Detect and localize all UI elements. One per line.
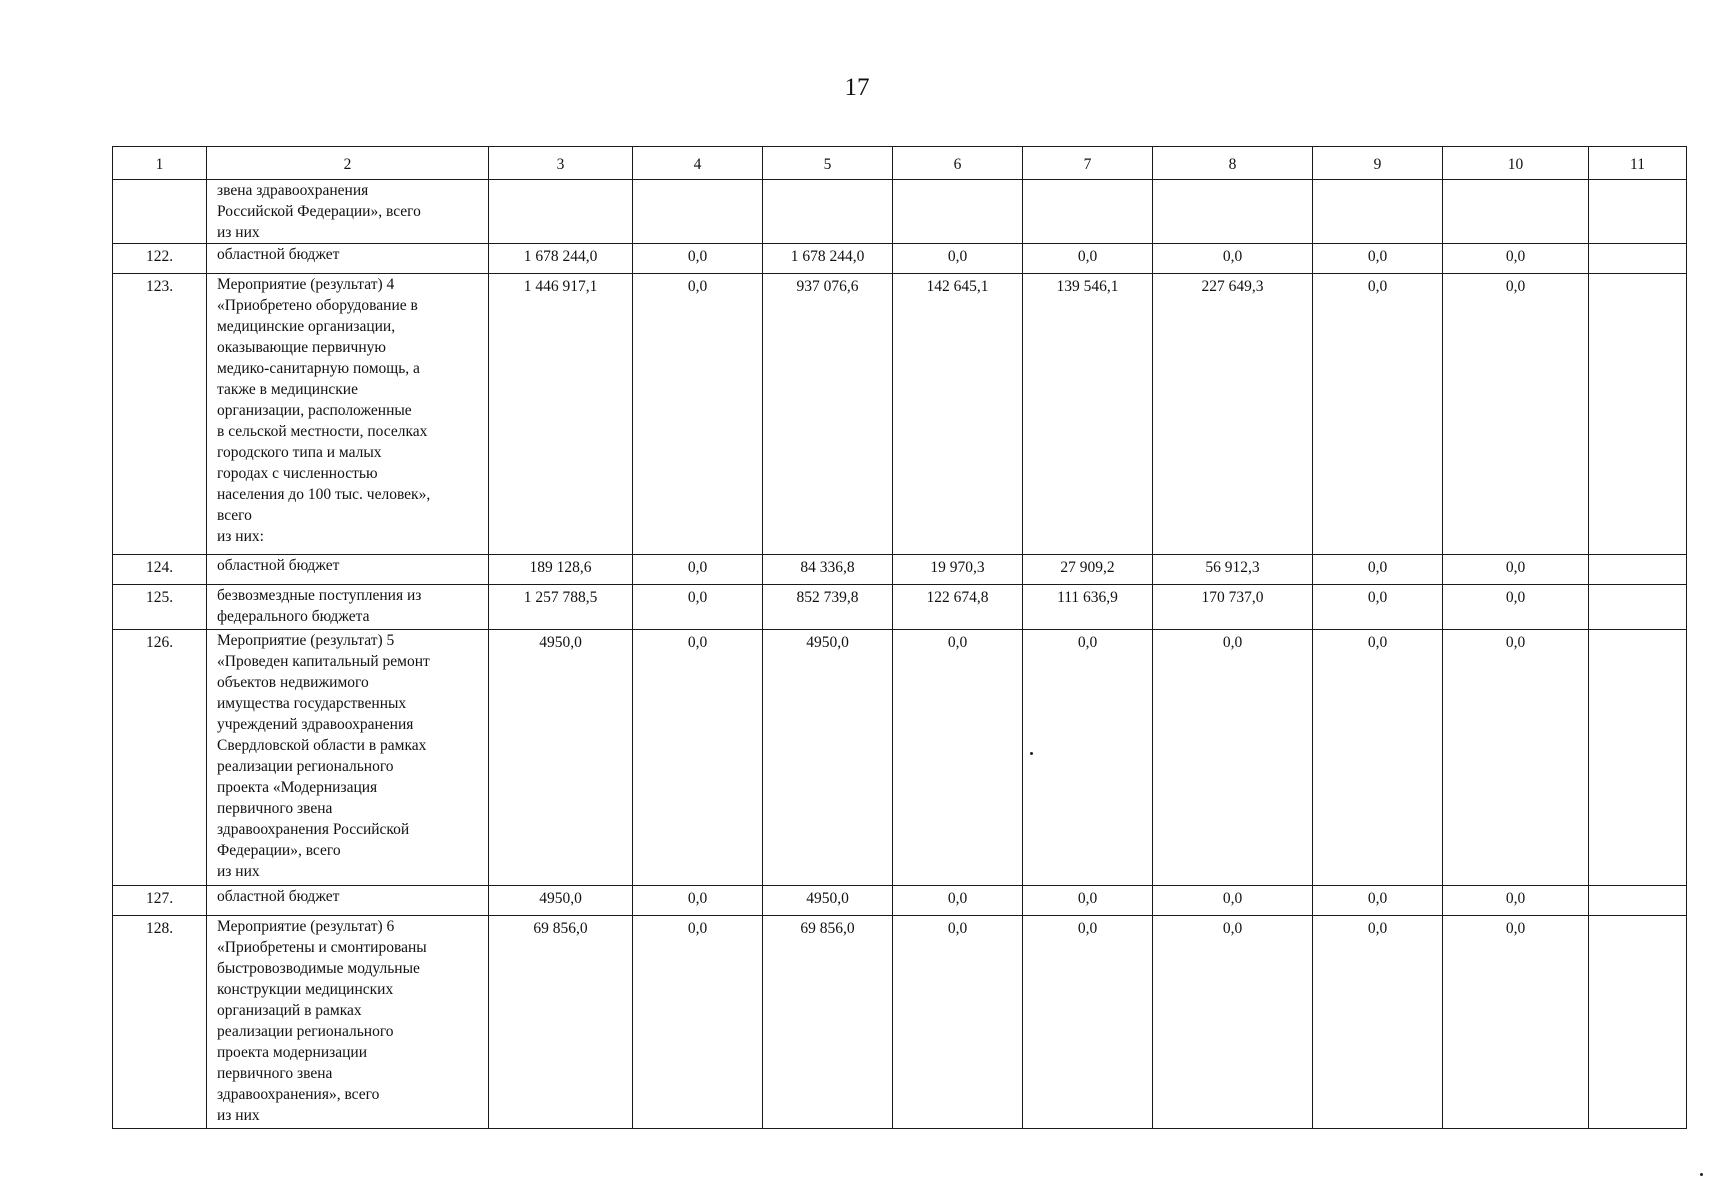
value-cell-col-4: 0,0	[633, 274, 763, 555]
page-number: 17	[844, 74, 870, 101]
value-cell-col-3: 4950,0	[489, 886, 633, 916]
value-cell-col-11	[1589, 244, 1687, 274]
row-number-cell: 128.	[113, 916, 207, 1129]
value-cell-col-7: 0,0	[1023, 244, 1153, 274]
column-header: 8	[1153, 147, 1313, 180]
column-header: 6	[893, 147, 1023, 180]
value-cell-col-6: 0,0	[893, 244, 1023, 274]
value-cell-col-9: 0,0	[1313, 630, 1443, 886]
value-cell-col-5: 84 336,8	[763, 555, 893, 585]
table-row	[113, 630, 1687, 886]
row-description-cell: Мероприятие (результат) 6 «Приобретены и смонтированы быстровозводимые модульные конструкции медицинских организаций в рамках реализации регионального проекта модернизации первичного звена здравоохранения», всего из них	[207, 916, 489, 1129]
value-cell-col-6: 142 645,1	[893, 274, 1023, 555]
value-cell-col-8: 56 912,3	[1153, 555, 1313, 585]
column-header: 11	[1589, 147, 1687, 180]
value-cell-col-7: 0,0	[1023, 886, 1153, 916]
value-cell-col-10: 0,0	[1443, 274, 1589, 555]
row-description-cell: Мероприятие (результат) 5 «Проведен капитальный ремонт объектов недвижимого имущества государственных учреждений здравоохранения Свердловской области в рамках реализации регионального проекта «Модернизация первичного звена здравоохранения Российской Федерации», всего из них	[207, 630, 489, 886]
value-cell-col-10	[1443, 180, 1589, 244]
value-cell-col-8: 227 649,3	[1153, 274, 1313, 555]
row-description-cell: Мероприятие (результат) 4 «Приобретено оборудование в медицинские организации, оказывающие первичную медико-санитарную помощь, а также в медицинские организации, расположенные в сельской местности, поселках городского типа и малых городах с численностью населения до 100 тыс. человек», всего из них:	[207, 274, 489, 555]
value-cell-col-6	[893, 180, 1023, 244]
row-description-cell: безвозмездные поступления из федерального бюджета	[207, 585, 489, 630]
value-cell-col-3: 189 128,6	[489, 555, 633, 585]
value-cell-col-6: 0,0	[893, 916, 1023, 1129]
scan-speck	[1030, 752, 1033, 755]
value-cell-col-7: 111 636,9	[1023, 585, 1153, 630]
value-cell-col-11	[1589, 886, 1687, 916]
column-header: 2	[207, 147, 489, 180]
value-cell-col-3	[489, 180, 633, 244]
value-cell-col-9	[1313, 180, 1443, 244]
value-cell-col-8: 0,0	[1153, 244, 1313, 274]
column-header: 4	[633, 147, 763, 180]
table-row	[113, 274, 1687, 555]
value-cell-col-9: 0,0	[1313, 274, 1443, 555]
value-cell-col-10: 0,0	[1443, 585, 1589, 630]
table-header-row	[113, 147, 1687, 180]
value-cell-col-3: 69 856,0	[489, 916, 633, 1129]
value-cell-col-10: 0,0	[1443, 244, 1589, 274]
row-description-cell: областной бюджет	[207, 886, 489, 916]
value-cell-col-9: 0,0	[1313, 585, 1443, 630]
value-cell-col-6: 19 970,3	[893, 555, 1023, 585]
value-cell-col-6: 0,0	[893, 886, 1023, 916]
table-body	[113, 147, 1687, 1129]
row-description-cell: звена здравоохранения Российской Федерации», всего из них	[207, 180, 489, 244]
value-cell-col-11	[1589, 180, 1687, 244]
value-cell-col-7	[1023, 180, 1153, 244]
row-number-cell: 125.	[113, 585, 207, 630]
value-cell-col-11	[1589, 630, 1687, 886]
value-cell-col-8: 0,0	[1153, 886, 1313, 916]
row-number-cell: 126.	[113, 630, 207, 886]
value-cell-col-4: 0,0	[633, 916, 763, 1129]
value-cell-col-7: 27 909,2	[1023, 555, 1153, 585]
row-number-cell: 123.	[113, 274, 207, 555]
row-number-cell	[113, 180, 207, 244]
value-cell-col-7: 139 546,1	[1023, 274, 1153, 555]
value-cell-col-3: 4950,0	[489, 630, 633, 886]
value-cell-col-11	[1589, 274, 1687, 555]
table-row	[113, 555, 1687, 585]
value-cell-col-9: 0,0	[1313, 555, 1443, 585]
value-cell-col-8: 170 737,0	[1153, 585, 1313, 630]
column-header: 5	[763, 147, 893, 180]
row-number-cell: 124.	[113, 555, 207, 585]
value-cell-col-5: 69 856,0	[763, 916, 893, 1129]
value-cell-col-6: 122 674,8	[893, 585, 1023, 630]
value-cell-col-3: 1 257 788,5	[489, 585, 633, 630]
table-row	[113, 886, 1687, 916]
value-cell-col-4	[633, 180, 763, 244]
value-cell-col-5	[763, 180, 893, 244]
value-cell-col-5: 852 739,8	[763, 585, 893, 630]
table-row	[113, 585, 1687, 630]
row-description-cell: областной бюджет	[207, 555, 489, 585]
value-cell-col-5: 1 678 244,0	[763, 244, 893, 274]
value-cell-col-3: 1 678 244,0	[489, 244, 633, 274]
value-cell-col-10: 0,0	[1443, 916, 1589, 1129]
value-cell-col-4: 0,0	[633, 886, 763, 916]
value-cell-col-7: 0,0	[1023, 916, 1153, 1129]
row-number-cell: 122.	[113, 244, 207, 274]
value-cell-col-10: 0,0	[1443, 630, 1589, 886]
table-row	[113, 244, 1687, 274]
value-cell-col-11	[1589, 585, 1687, 630]
value-cell-col-11	[1589, 555, 1687, 585]
value-cell-col-8: 0,0	[1153, 630, 1313, 886]
column-header: 1	[113, 147, 207, 180]
value-cell-col-5: 4950,0	[763, 886, 893, 916]
value-cell-col-9: 0,0	[1313, 886, 1443, 916]
table-row	[113, 180, 1687, 244]
scan-speck	[1700, 1173, 1703, 1176]
row-description-cell: областной бюджет	[207, 244, 489, 274]
budget-table	[112, 146, 1687, 1129]
value-cell-col-8: 0,0	[1153, 916, 1313, 1129]
row-number-cell: 127.	[113, 886, 207, 916]
value-cell-col-4: 0,0	[633, 585, 763, 630]
column-header: 3	[489, 147, 633, 180]
value-cell-col-4: 0,0	[633, 555, 763, 585]
value-cell-col-10: 0,0	[1443, 555, 1589, 585]
value-cell-col-7: 0,0	[1023, 630, 1153, 886]
column-header: 9	[1313, 147, 1443, 180]
column-header: 7	[1023, 147, 1153, 180]
value-cell-col-8	[1153, 180, 1313, 244]
value-cell-col-4: 0,0	[633, 244, 763, 274]
value-cell-col-10: 0,0	[1443, 886, 1589, 916]
table-row	[113, 916, 1687, 1129]
value-cell-col-11	[1589, 916, 1687, 1129]
value-cell-col-5: 937 076,6	[763, 274, 893, 555]
value-cell-col-9: 0,0	[1313, 244, 1443, 274]
value-cell-col-9: 0,0	[1313, 916, 1443, 1129]
column-header: 10	[1443, 147, 1589, 180]
value-cell-col-3: 1 446 917,1	[489, 274, 633, 555]
value-cell-col-6: 0,0	[893, 630, 1023, 886]
value-cell-col-5: 4950,0	[763, 630, 893, 886]
value-cell-col-4: 0,0	[633, 630, 763, 886]
